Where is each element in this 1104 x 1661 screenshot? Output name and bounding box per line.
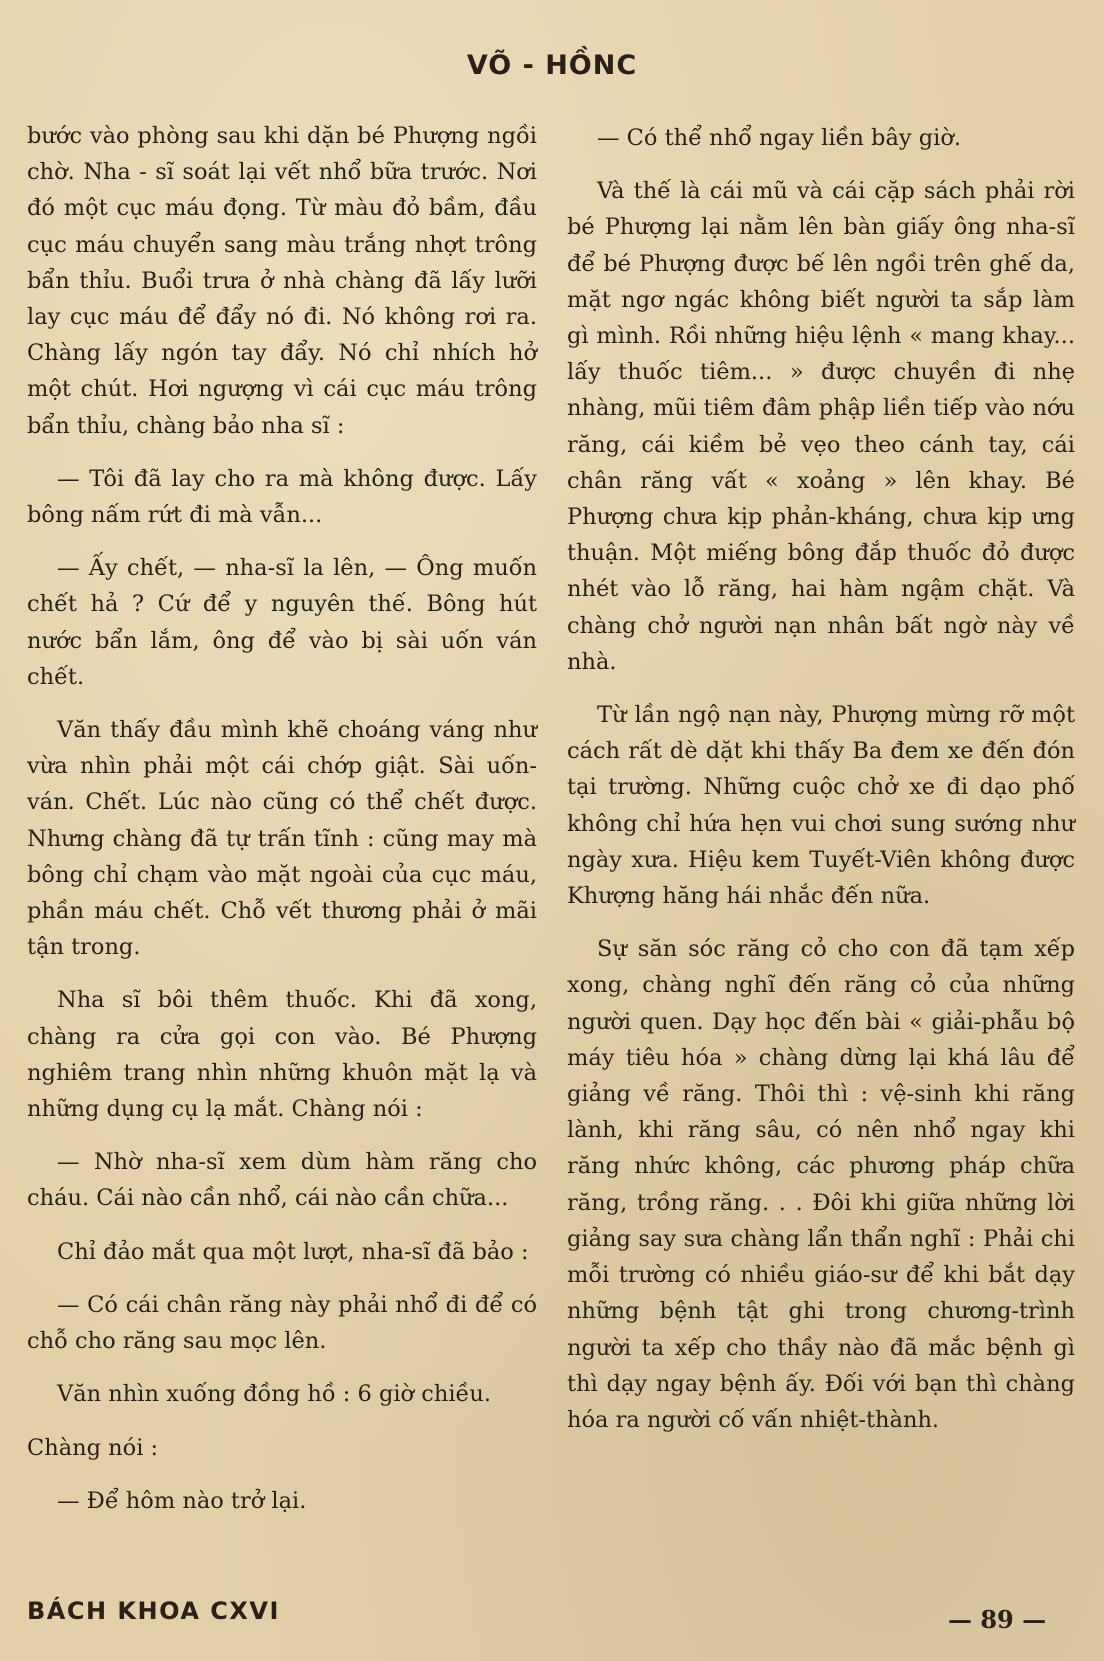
paragraph: — Có thể nhổ ngay liền bây giờ. (597, 125, 962, 151)
page-number: — 89 — (948, 1605, 1047, 1634)
magazine-issue-label: BÁCH KHOA CXVI (27, 1597, 280, 1625)
paragraph: Và thế là cái mũ và cái cặp sách phải rời bé Phượng lại nằm lên bàn giấy ông nha-sĩ để bé Phượng được bế lên ngồi trên ghế da, mặt ngơ ngác không biết người ta sắp làm gì mình. Rồi những hiệu lệnh « mang khay... lấy thuốc tiêm... » được chuyền đi nhẹ nhàng, mũi tiêm đâm phập liền tiếp vào nớu răng, cái kiềm bẻ vẹo theo cánh tay, cái chân răng vất « xoảng » lên khay. Bé Phượng chưa kịp phản-kháng, chưa kịp ưng thuận. Một miếng bông đắp thuốc đỏ được nhét vào lỗ răng, hai hàm ngậm chặt. Và chàng chở người nạn nhân bất ngờ này về nhà. (567, 178, 1075, 675)
left-text-column (27, 118, 537, 1519)
paragraph: — Để hôm nào trở lại. (57, 1487, 307, 1514)
paragraph: Văn thấy đầu mình khẽ choáng váng như vừa nhìn phải một cái chớp giật. Sài uốn-ván. Chết. Lúc nào cũng có thể chết được. Nhưng chàng đã tự trấn tĩnh : cũng may mà bông chỉ chạm vào mặt ngoài của cục máu, phần máu chết. Chỗ vết thương phải ở mãi tận trong. (27, 717, 537, 961)
paragraph: bước vào phòng sau khi dặn bé Phượng ngồi chờ. Nha - sĩ soát lại vết nhổ bữa trước. Nơi đó một cục máu đọng. Từ màu đỏ bầm, đầu cục máu chuyển sang màu trắng nhợt trông bẩn thỉu. Buổi trưa ở nhà chàng đã lấy lưỡi lay cục máu để đẩy nó đi. Nó không rơi ra. Chàng lấy ngón tay đẩy. Nó chỉ nhích hở một chút. Hơi ngượng vì cái cục máu trông bẩn thỉu, chàng bảo nha sĩ : (27, 123, 537, 439)
paragraph: Chỉ đảo mắt qua một lượt, nha-sĩ đã bảo : (57, 1238, 529, 1265)
right-text-column (567, 120, 1075, 1438)
paragraph: Sự săn sóc răng cỏ cho con đã tạm xếp xong, chàng nghĩ đến răng cỏ của những người quen. Dạy học đến bài « giải-phẫu bộ máy tiêu hóa » chàng dừng lại khá lâu để giảng về răng. Thôi thì : vệ-sinh khi răng lành, khi răng sâu, có nên nhổ ngay khi răng nhức không, các phương pháp chữa răng, trồng răng. . . Đôi khi giữa những lời giảng say sưa chàng lẩn thẩn nghĩ : Phải chi mỗi trường có nhiều giáo-sư để khi bắt dạy những bệnh tật ghi trong chương-trình người ta xếp cho thầy nào đã mắc bệnh gì thì dạy ngay bệnh ấy. Đối với bạn thì chàng hóa ra người cố vấn nhiệt-thành. (567, 936, 1075, 1433)
paragraph: Chàng nói : (27, 1434, 159, 1461)
paragraph: Nha sĩ bôi thêm thuốc. Khi đã xong, chàng ra cửa gọi con vào. Bé Phượng nghiêm trang nhìn những khuôn mặt lạ và những dụng cụ lạ mắt. Chàng nói : (27, 987, 537, 1123)
paragraph: Từ lần ngộ nạn này, Phượng mừng rỡ một cách rất dè dặt khi thấy Ba đem xe đến đón tại trường. Những cuộc chở xe đi dạo phố không chỉ hứa hẹn vui chơi sung sướng như ngày xưa. Hiệu kem Tuyết-Viên không được Khượng hăng hái nhắc đến nữa. (567, 702, 1075, 910)
paragraph: Văn nhìn xuống đồng hồ : 6 giờ chiều. (57, 1381, 492, 1408)
page-header-title: VÕ - HỒNC (466, 50, 638, 81)
paragraph: — Ấy chết, — nha-sĩ la lên, — Ông muốn chết hả ? Cứ để y nguyên thế. Bông hút nước bẩn lắm, ông để vào bị sài uốn ván chết. (27, 555, 537, 690)
paragraph: — Nhờ nha-sĩ xem dùm hàm răng cho cháu. Cái nào cần nhổ, cái nào cần chữa... (27, 1149, 537, 1212)
paragraph: — Có cái chân răng này phải nhổ đi để có chỗ cho răng sau mọc lên. (27, 1291, 537, 1355)
paragraph: — Tôi đã lay cho ra mà không được. Lấy bông nấm rứt đi mà vẫn... (27, 465, 537, 529)
